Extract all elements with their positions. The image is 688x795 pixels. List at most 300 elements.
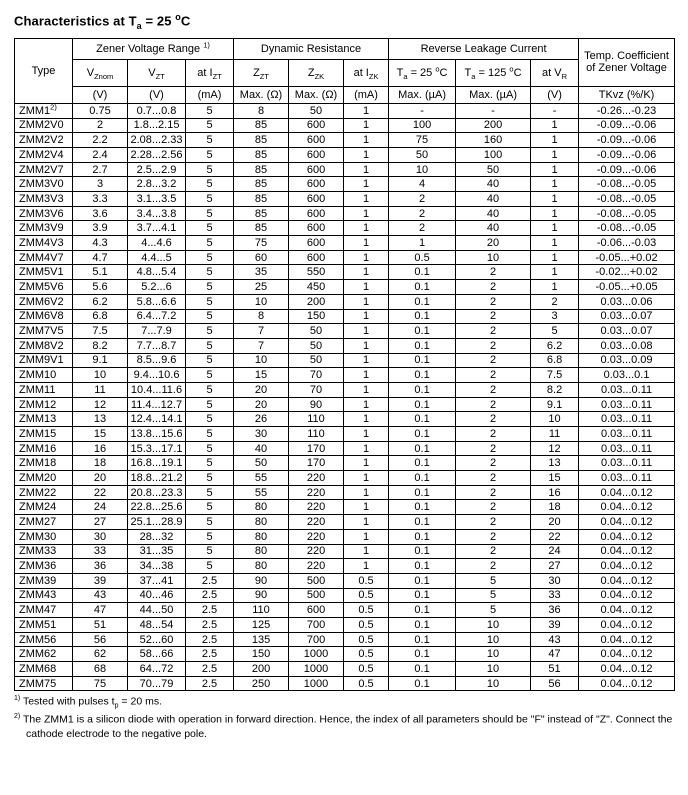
value-cell: 1: [344, 324, 389, 339]
value-cell: 70: [289, 368, 344, 383]
value-cell: 80: [234, 500, 289, 515]
value-cell: 0.04...0.12: [579, 515, 675, 530]
value-cell: 1: [344, 309, 389, 324]
value-cell: 220: [289, 485, 344, 500]
value-cell: 0.1: [389, 441, 456, 456]
characteristics-table: [14, 38, 675, 692]
table-row: [15, 647, 675, 662]
value-cell: 0.1: [389, 338, 456, 353]
title-subscript: a: [136, 20, 142, 31]
value-cell: 85: [234, 147, 289, 162]
value-cell: 11: [531, 427, 579, 442]
value-cell: 2: [456, 500, 531, 515]
value-cell: 0.1: [389, 647, 456, 662]
unit-tkvz: TKvz (%/K): [579, 86, 675, 103]
value-cell: 2: [456, 309, 531, 324]
table-row: [15, 265, 675, 280]
value-cell: 0.1: [389, 603, 456, 618]
value-cell: 2: [456, 265, 531, 280]
value-cell: 5: [186, 236, 234, 251]
value-cell: 55: [234, 485, 289, 500]
value-cell: 2: [456, 515, 531, 530]
value-cell: 5: [186, 206, 234, 221]
type-cell: ZMM39: [15, 573, 73, 588]
value-cell: 2: [456, 280, 531, 295]
type-cell: ZMM33: [15, 544, 73, 559]
value-cell: 450: [289, 280, 344, 295]
value-cell: 52...60: [128, 632, 186, 647]
value-cell: 13: [531, 456, 579, 471]
value-cell: 0.5: [344, 632, 389, 647]
value-cell: 0.03...0.07: [579, 324, 675, 339]
type-cell: ZMM9V1: [15, 353, 73, 368]
type-cell: ZMM18: [15, 456, 73, 471]
value-cell: 0.1: [389, 573, 456, 588]
value-cell: 20: [234, 397, 289, 412]
value-cell: 5: [186, 250, 234, 265]
value-cell: 0.04...0.12: [579, 500, 675, 515]
value-cell: 1.8...2.15: [128, 118, 186, 133]
value-cell: 220: [289, 559, 344, 574]
value-cell: 8: [234, 103, 289, 118]
value-cell: 1: [531, 280, 579, 295]
value-cell: 6.8: [73, 309, 128, 324]
value-cell: 2: [456, 382, 531, 397]
table-row: [15, 471, 675, 486]
value-cell: 33: [531, 588, 579, 603]
value-cell: 5: [186, 162, 234, 177]
value-cell: 13.8...15.6: [128, 427, 186, 442]
value-cell: 8.2: [73, 338, 128, 353]
value-cell: 200: [234, 662, 289, 677]
value-cell: 1: [344, 471, 389, 486]
value-cell: 0.1: [389, 544, 456, 559]
type-cell: ZMM2V7: [15, 162, 73, 177]
type-cell: ZMM5V6: [15, 280, 73, 295]
value-cell: 27: [73, 515, 128, 530]
table-row: [15, 544, 675, 559]
table-row: [15, 118, 675, 133]
value-cell: 2.5: [186, 647, 234, 662]
type-cell: ZMM4V3: [15, 236, 73, 251]
value-cell: 24: [531, 544, 579, 559]
footnote-ref-2: 2): [50, 103, 57, 112]
type-cell: ZMM2V0: [15, 118, 73, 133]
value-cell: 0.04...0.12: [579, 485, 675, 500]
value-cell: 47: [531, 647, 579, 662]
value-cell: 1: [344, 192, 389, 207]
value-cell: 3.1...3.5: [128, 192, 186, 207]
value-cell: 0.04...0.12: [579, 544, 675, 559]
table-row: [15, 397, 675, 412]
value-cell: 600: [289, 236, 344, 251]
value-cell: 25.1...28.9: [128, 515, 186, 530]
value-cell: 5: [186, 280, 234, 295]
value-cell: 0.04...0.12: [579, 676, 675, 691]
value-cell: 90: [234, 573, 289, 588]
value-cell: 10: [456, 676, 531, 691]
value-cell: 9.1: [531, 397, 579, 412]
value-cell: 2: [531, 294, 579, 309]
value-cell: 2.2: [73, 133, 128, 148]
value-cell: 50: [289, 103, 344, 118]
value-cell: 0.04...0.12: [579, 529, 675, 544]
value-cell: 2: [456, 294, 531, 309]
value-cell: 70: [289, 382, 344, 397]
value-cell: 0.04...0.12: [579, 632, 675, 647]
value-cell: 1: [389, 236, 456, 251]
value-cell: 75: [73, 676, 128, 691]
value-cell: 10: [456, 632, 531, 647]
value-cell: 2: [456, 427, 531, 442]
value-cell: 5: [186, 324, 234, 339]
value-cell: -0.06...-0.03: [579, 236, 675, 251]
unit-at-izt: (mA): [186, 86, 234, 103]
group-header-reverse-leakage-current: Reverse Leakage Current: [389, 38, 579, 59]
value-cell: 2: [456, 324, 531, 339]
type-cell: ZMM2V4: [15, 147, 73, 162]
value-cell: -0.09...-0.06: [579, 147, 675, 162]
type-cell: ZMM4V7: [15, 250, 73, 265]
value-cell: 7...7.9: [128, 324, 186, 339]
type-cell: ZMM12: [15, 397, 73, 412]
value-cell: 12: [73, 397, 128, 412]
value-cell: 2: [456, 338, 531, 353]
value-cell: 700: [289, 617, 344, 632]
value-cell: 80: [234, 529, 289, 544]
value-cell: 10: [456, 662, 531, 677]
value-cell: 15: [234, 368, 289, 383]
value-cell: 9.4...10.6: [128, 368, 186, 383]
type-cell: ZMM47: [15, 603, 73, 618]
value-cell: 15.3...17.1: [128, 441, 186, 456]
value-cell: 40: [456, 221, 531, 236]
value-cell: 5: [186, 368, 234, 383]
unit-vznom: (V): [73, 86, 128, 103]
type-cell: ZMM5V1: [15, 265, 73, 280]
value-cell: -: [456, 103, 531, 118]
table-row: [15, 529, 675, 544]
header-row-groups: [15, 38, 675, 59]
value-cell: 100: [389, 118, 456, 133]
table-row: [15, 147, 675, 162]
value-cell: 0.03...0.09: [579, 353, 675, 368]
value-cell: 0.1: [389, 515, 456, 530]
value-cell: 600: [289, 206, 344, 221]
value-cell: 16: [73, 441, 128, 456]
value-cell: 0.1: [389, 632, 456, 647]
value-cell: 2: [456, 471, 531, 486]
unit-zzk: Max. (Ω): [289, 86, 344, 103]
value-cell: -0.26...-0.23: [579, 103, 675, 118]
value-cell: 2: [73, 118, 128, 133]
table-row: [15, 485, 675, 500]
footnote-ref-1: 1): [203, 40, 210, 50]
table-row: [15, 294, 675, 309]
value-cell: 1: [344, 485, 389, 500]
value-cell: 8.5...9.6: [128, 353, 186, 368]
value-cell: 5: [186, 427, 234, 442]
col-header-ta-125: $T_a = 125$ $^o$C: [456, 59, 531, 86]
value-cell: 0.5: [344, 662, 389, 677]
value-cell: 2: [456, 485, 531, 500]
table-row: [15, 368, 675, 383]
value-cell: 0.03...0.06: [579, 294, 675, 309]
table-row: [15, 236, 675, 251]
col-header-zzt: $Z_{ZT}$: [234, 59, 289, 86]
value-cell: 5: [186, 529, 234, 544]
header-row-symbols: [15, 59, 675, 86]
table-row: [15, 309, 675, 324]
value-cell: 0.03...0.11: [579, 471, 675, 486]
value-cell: 2.5: [186, 573, 234, 588]
value-cell: 0.5: [344, 617, 389, 632]
value-cell: 5: [186, 133, 234, 148]
value-cell: 0.1: [389, 397, 456, 412]
value-cell: 600: [289, 603, 344, 618]
value-cell: -0.09...-0.06: [579, 162, 675, 177]
value-cell: 0.04...0.12: [579, 603, 675, 618]
value-cell: 50: [389, 147, 456, 162]
value-cell: 3.6: [73, 206, 128, 221]
col-header-zzk: $Z_{ZK}$: [289, 59, 344, 86]
value-cell: 135: [234, 632, 289, 647]
value-cell: 39: [73, 573, 128, 588]
value-cell: 0.5: [344, 588, 389, 603]
value-cell: 47: [73, 603, 128, 618]
value-cell: 7: [234, 338, 289, 353]
value-cell: 0.5: [389, 250, 456, 265]
value-cell: 600: [289, 118, 344, 133]
value-cell: 150: [289, 309, 344, 324]
value-cell: 2: [456, 441, 531, 456]
value-cell: 1: [344, 103, 389, 118]
value-cell: 150: [234, 647, 289, 662]
value-cell: 2: [456, 368, 531, 383]
unit-leak-125: Max. (µA): [456, 86, 531, 103]
type-cell: ZMM56: [15, 632, 73, 647]
value-cell: 2: [456, 353, 531, 368]
value-cell: 85: [234, 133, 289, 148]
type-cell: ZMM6V2: [15, 294, 73, 309]
value-cell: 5: [186, 441, 234, 456]
value-cell: 2: [389, 206, 456, 221]
value-cell: 0.1: [389, 309, 456, 324]
value-cell: 50: [456, 162, 531, 177]
value-cell: 0.7...0.8: [128, 103, 186, 118]
value-cell: 55: [234, 471, 289, 486]
value-cell: 20.8...23.3: [128, 485, 186, 500]
value-cell: 85: [234, 118, 289, 133]
value-cell: 600: [289, 177, 344, 192]
value-cell: 1: [344, 559, 389, 574]
value-cell: 0.1: [389, 427, 456, 442]
value-cell: 0.1: [389, 485, 456, 500]
table-row: [15, 515, 675, 530]
value-cell: -: [389, 103, 456, 118]
value-cell: 1: [531, 206, 579, 221]
table-row: [15, 603, 675, 618]
value-cell: 5: [186, 559, 234, 574]
value-cell: 4.8...5.4: [128, 265, 186, 280]
value-cell: 2: [456, 412, 531, 427]
col-header-at-izt: at $I_{ZT}$: [186, 59, 234, 86]
table-row: [15, 559, 675, 574]
value-cell: 1000: [289, 647, 344, 662]
value-cell: 5: [186, 103, 234, 118]
value-cell: 2: [456, 529, 531, 544]
value-cell: 13: [73, 412, 128, 427]
value-cell: 3.7...4.1: [128, 221, 186, 236]
value-cell: 22.8...25.6: [128, 500, 186, 515]
type-cell: ZMM11: [15, 382, 73, 397]
table-row: [15, 221, 675, 236]
type-cell: ZMM15: [15, 427, 73, 442]
type-cell: ZMM30: [15, 529, 73, 544]
value-cell: 35: [234, 265, 289, 280]
value-cell: 0.03...0.08: [579, 338, 675, 353]
value-cell: 0.04...0.12: [579, 617, 675, 632]
value-cell: 1: [344, 500, 389, 515]
value-cell: -0.05...+0.02: [579, 250, 675, 265]
value-cell: 64...72: [128, 662, 186, 677]
value-cell: 3.9: [73, 221, 128, 236]
footnote-2: $^{2)}$ The ZMM1 is a silicon diode with operation in forward direction. Hence, the index of all parameters should be "F" instead of "Z". Connect the cathode electrode to the negative pole.: [14, 712, 673, 740]
value-cell: 0.1: [389, 294, 456, 309]
footnotes: [14, 694, 674, 741]
value-cell: 220: [289, 515, 344, 530]
type-cell: ZMM10: [15, 368, 73, 383]
value-cell: 1: [344, 441, 389, 456]
value-cell: 600: [289, 221, 344, 236]
value-cell: 3: [73, 177, 128, 192]
value-cell: 0.1: [389, 588, 456, 603]
value-cell: 0.1: [389, 280, 456, 295]
value-cell: 5: [456, 588, 531, 603]
value-cell: 27: [531, 559, 579, 574]
value-cell: 7.7...8.7: [128, 338, 186, 353]
value-cell: 0.03...0.07: [579, 309, 675, 324]
value-cell: 12: [531, 441, 579, 456]
col-header-ta-25: $T_a = 25$ $^o$C: [389, 59, 456, 86]
value-cell: -0.08...-0.05: [579, 221, 675, 236]
value-cell: 85: [234, 221, 289, 236]
table-row: [15, 662, 675, 677]
value-cell: 2: [456, 559, 531, 574]
value-cell: 1: [344, 338, 389, 353]
type-cell: ZMM13: [15, 412, 73, 427]
type-cell: ZMM16: [15, 441, 73, 456]
table-row: [15, 500, 675, 515]
type-cell: ZMM75: [15, 676, 73, 691]
value-cell: 600: [289, 192, 344, 207]
value-cell: 5: [186, 544, 234, 559]
value-cell: 0.1: [389, 559, 456, 574]
value-cell: 11.4...12.7: [128, 397, 186, 412]
value-cell: 600: [289, 162, 344, 177]
value-cell: 58...66: [128, 647, 186, 662]
value-cell: 110: [234, 603, 289, 618]
table-row: [15, 192, 675, 207]
value-cell: 5: [186, 338, 234, 353]
value-cell: 10: [456, 617, 531, 632]
value-cell: 5: [186, 265, 234, 280]
value-cell: 0.1: [389, 529, 456, 544]
value-cell: 20: [456, 236, 531, 251]
table-row: [15, 280, 675, 295]
value-cell: 0.04...0.12: [579, 647, 675, 662]
value-cell: -0.05...+0.05: [579, 280, 675, 295]
value-cell: 1: [531, 118, 579, 133]
table-row: [15, 250, 675, 265]
value-cell: 5: [186, 147, 234, 162]
value-cell: 0.1: [389, 500, 456, 515]
value-cell: 1: [344, 206, 389, 221]
value-cell: 1: [344, 133, 389, 148]
value-cell: 600: [289, 147, 344, 162]
type-cell: ZMM22: [15, 485, 73, 500]
value-cell: 10: [234, 353, 289, 368]
value-cell: 90: [289, 397, 344, 412]
type-cell: ZMM43: [15, 588, 73, 603]
footnote-1: $^{1)}$ Tested with pulses $t_p = 20$ ms.: [14, 695, 162, 711]
value-cell: 8: [234, 309, 289, 324]
value-cell: 1: [531, 250, 579, 265]
value-cell: 3: [531, 309, 579, 324]
value-cell: 31...35: [128, 544, 186, 559]
unit-at-izk: (mA): [344, 86, 389, 103]
table-row: [15, 206, 675, 221]
value-cell: 1: [344, 456, 389, 471]
value-cell: 16: [531, 485, 579, 500]
value-cell: 5.2...6: [128, 280, 186, 295]
value-cell: 1: [344, 236, 389, 251]
type-cell: ZMM3V6: [15, 206, 73, 221]
table-row: [15, 676, 675, 691]
type-cell: ZMM68: [15, 662, 73, 677]
value-cell: 10: [234, 294, 289, 309]
value-cell: 1: [531, 221, 579, 236]
col-header-vznom: $V_{Znom}$: [73, 59, 128, 86]
value-cell: 2.5: [186, 676, 234, 691]
value-cell: 1: [531, 265, 579, 280]
value-cell: 85: [234, 206, 289, 221]
value-cell: 20: [234, 382, 289, 397]
value-cell: 600: [289, 250, 344, 265]
value-cell: 125: [234, 617, 289, 632]
value-cell: 1: [344, 118, 389, 133]
value-cell: 5: [186, 382, 234, 397]
value-cell: 110: [289, 427, 344, 442]
value-cell: 4...4.6: [128, 236, 186, 251]
value-cell: 0.1: [389, 324, 456, 339]
value-cell: 5: [186, 412, 234, 427]
value-cell: 2.5: [186, 617, 234, 632]
value-cell: 1: [344, 280, 389, 295]
value-cell: 1: [344, 529, 389, 544]
unit-at-vr: (V): [531, 86, 579, 103]
table-row: [15, 456, 675, 471]
value-cell: 16.8...19.1: [128, 456, 186, 471]
value-cell: 10: [456, 647, 531, 662]
value-cell: 50: [234, 456, 289, 471]
value-cell: 4.3: [73, 236, 128, 251]
value-cell: 2: [456, 544, 531, 559]
value-cell: 0.1: [389, 617, 456, 632]
value-cell: 1: [531, 192, 579, 207]
value-cell: 1: [344, 265, 389, 280]
col-header-at-vr: at $V_R$: [531, 59, 579, 86]
